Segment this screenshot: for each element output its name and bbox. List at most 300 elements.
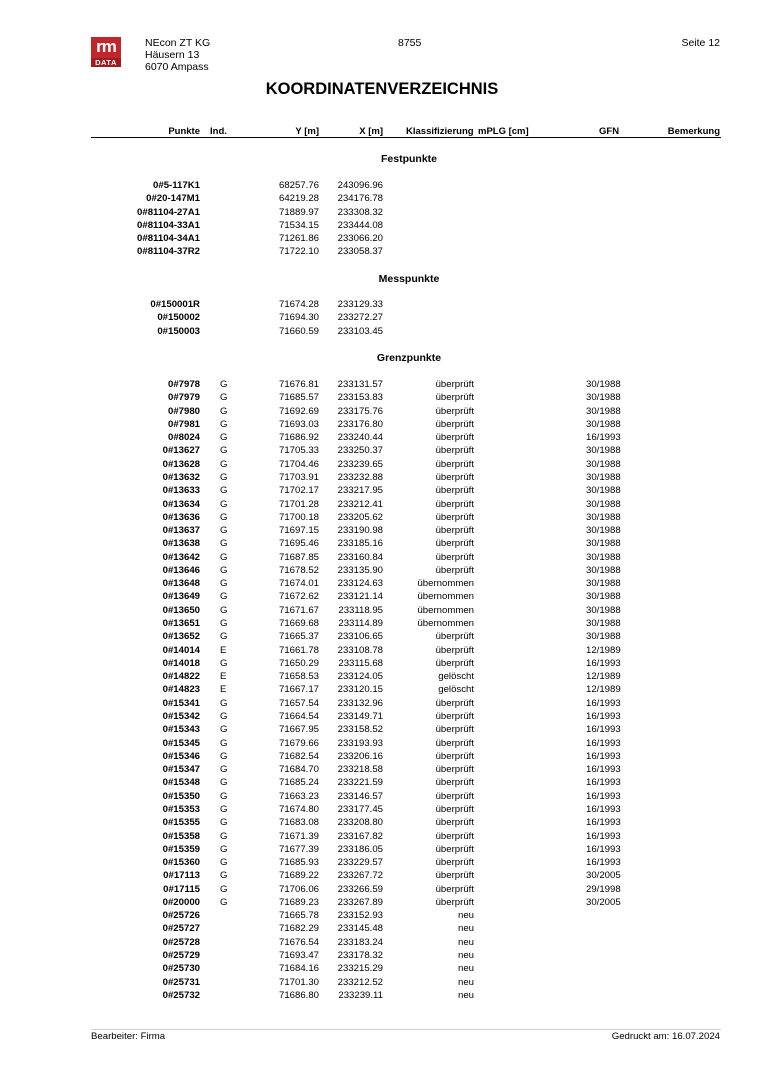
gfn: 16/1993 bbox=[586, 711, 621, 722]
coord-y: 71674.80 bbox=[278, 803, 319, 815]
point-id: 0#15348 bbox=[162, 777, 200, 789]
page-number: Seite 12 bbox=[681, 37, 720, 49]
point-index: G bbox=[220, 843, 228, 855]
coord-y: 71693.03 bbox=[278, 418, 319, 430]
coord-x: 233160.84 bbox=[337, 551, 383, 563]
footer-editor: Bearbeiter: Firma bbox=[91, 1031, 166, 1042]
point-index: G bbox=[220, 551, 228, 563]
point-index: G bbox=[220, 803, 228, 815]
point-index: G bbox=[220, 724, 228, 736]
point-index: G bbox=[220, 604, 228, 616]
coord-y: 71683.08 bbox=[278, 817, 319, 829]
coord-y: 71692.69 bbox=[278, 405, 319, 417]
point-id: 0#20-147M1 bbox=[146, 193, 200, 205]
coord-x: 233205.62 bbox=[337, 511, 383, 523]
coord-x: 233115.68 bbox=[338, 657, 383, 669]
table-row bbox=[0, 458, 764, 471]
table-row bbox=[0, 551, 764, 564]
classification: überprüft bbox=[435, 525, 474, 537]
point-id: 0#15346 bbox=[162, 750, 200, 762]
coord-x: 233185.16 bbox=[337, 538, 383, 550]
gfn: 29/1998 bbox=[586, 883, 621, 895]
point-id: 0#81104-27A1 bbox=[137, 206, 200, 218]
classification: überprüft bbox=[435, 764, 474, 776]
coord-x: 233131.57 bbox=[337, 379, 383, 390]
coord-x: 233108.78 bbox=[337, 644, 383, 656]
table-row bbox=[0, 883, 764, 896]
table-row bbox=[0, 206, 764, 219]
classification: überprüft bbox=[435, 830, 474, 842]
table-row bbox=[0, 524, 764, 537]
coord-x: 233272.27 bbox=[337, 312, 383, 324]
point-id: 0#7978 bbox=[167, 379, 200, 390]
gfn: 16/1993 bbox=[586, 750, 621, 762]
coord-y: 71703.91 bbox=[278, 471, 319, 483]
coord-x: 243096.96 bbox=[337, 180, 383, 191]
classification: überprüft bbox=[435, 418, 474, 430]
point-id: 0#81104-33A1 bbox=[137, 219, 200, 231]
coord-x: 233135.90 bbox=[337, 564, 383, 576]
coord-x: 233215.29 bbox=[337, 963, 383, 975]
point-index: G bbox=[220, 618, 228, 630]
classification: neu bbox=[457, 910, 474, 922]
point-id: 0#13649 bbox=[162, 591, 200, 603]
point-id: 0#15350 bbox=[162, 790, 200, 802]
point-index: G bbox=[220, 445, 228, 457]
coord-y: 71665.78 bbox=[278, 910, 319, 922]
table-row bbox=[0, 710, 764, 723]
table-row bbox=[0, 311, 764, 324]
point-index: G bbox=[220, 392, 228, 404]
gfn: 16/1993 bbox=[586, 803, 621, 815]
column-header-x: X [m] bbox=[359, 126, 383, 137]
gfn: 30/1988 bbox=[586, 445, 621, 457]
coord-y: 71657.54 bbox=[278, 697, 319, 709]
point-id: 0#8024 bbox=[167, 432, 200, 444]
table-row bbox=[0, 325, 764, 338]
classification: neu bbox=[457, 936, 474, 948]
coord-x: 233145.48 bbox=[337, 923, 383, 935]
point-id: 0#25727 bbox=[162, 923, 200, 935]
company-name: NEcon ZT KG bbox=[145, 37, 211, 49]
footer-divider bbox=[91, 1029, 721, 1030]
classification: überprüft bbox=[435, 777, 474, 789]
table-row bbox=[0, 869, 764, 882]
coord-y: 71685.57 bbox=[278, 392, 319, 404]
point-id: 0#14014 bbox=[162, 644, 200, 656]
coord-x: 233208.80 bbox=[337, 817, 383, 829]
coord-x: 233121.14 bbox=[337, 591, 383, 603]
section-title-messpunkte: Messpunkte bbox=[378, 273, 440, 285]
gfn: 30/1988 bbox=[586, 525, 621, 537]
point-id: 0#17113 bbox=[163, 870, 200, 882]
gfn: 16/1993 bbox=[586, 724, 621, 736]
gfn: 16/1993 bbox=[586, 764, 621, 776]
gfn: 16/1993 bbox=[586, 857, 621, 869]
table-row bbox=[0, 776, 764, 789]
coord-y: 71686.92 bbox=[278, 432, 319, 444]
gfn: 30/2005 bbox=[586, 870, 621, 882]
table-row bbox=[0, 484, 764, 497]
coord-x: 233120.15 bbox=[337, 684, 383, 696]
coord-y: 71674.28 bbox=[278, 299, 319, 310]
point-id: 0#13634 bbox=[162, 498, 200, 510]
point-id: 0#25726 bbox=[162, 910, 200, 922]
coord-y: 71685.93 bbox=[278, 857, 319, 869]
point-index: G bbox=[220, 525, 228, 537]
coord-y: 71689.23 bbox=[278, 896, 319, 908]
gfn: 16/1993 bbox=[586, 843, 621, 855]
classification: neu bbox=[457, 989, 474, 1001]
classification: überprüft bbox=[435, 870, 474, 882]
gfn: 16/1993 bbox=[586, 817, 621, 829]
classification: überprüft bbox=[435, 857, 474, 869]
gfn: 30/1988 bbox=[586, 379, 621, 390]
column-header-klassifizierung: Klassifizierung bbox=[406, 126, 474, 137]
gfn: 30/1988 bbox=[586, 471, 621, 483]
table-row bbox=[0, 949, 764, 962]
coord-x: 233444.08 bbox=[337, 219, 383, 231]
point-index: E bbox=[220, 671, 227, 683]
company-city: 6070 Ampass bbox=[145, 61, 209, 73]
coord-y: 71663.23 bbox=[278, 790, 319, 802]
coord-x: 233152.93 bbox=[337, 910, 383, 922]
coord-y: 71676.54 bbox=[278, 936, 319, 948]
coord-y: 71695.46 bbox=[278, 538, 319, 550]
coord-y: 71694.30 bbox=[278, 312, 319, 324]
coord-x: 233153.83 bbox=[337, 392, 383, 404]
coord-y: 71676.81 bbox=[278, 379, 319, 390]
coord-x: 233114.89 bbox=[338, 618, 383, 630]
point-id: 0#25730 bbox=[162, 963, 200, 975]
classification: gelöscht bbox=[438, 684, 474, 696]
point-index: G bbox=[220, 511, 228, 523]
point-id: 0#25731 bbox=[162, 976, 200, 988]
classification: überprüft bbox=[435, 405, 474, 417]
gfn: 30/1988 bbox=[586, 511, 621, 523]
coord-x: 233212.41 bbox=[337, 498, 383, 510]
classification: überprüft bbox=[435, 379, 474, 390]
point-index: G bbox=[220, 870, 228, 882]
coord-y: 71705.33 bbox=[278, 445, 319, 457]
coord-y: 71534.15 bbox=[278, 219, 319, 231]
gfn: 16/1993 bbox=[586, 432, 621, 444]
classification: überprüft bbox=[435, 657, 474, 669]
coord-y: 71671.67 bbox=[278, 604, 319, 616]
table-row bbox=[0, 537, 764, 550]
coord-x: 233267.89 bbox=[337, 896, 383, 908]
classification: überprüft bbox=[435, 750, 474, 762]
classification: überprüft bbox=[435, 445, 474, 457]
point-id: 0#14822 bbox=[162, 671, 200, 683]
point-index: G bbox=[220, 883, 228, 895]
section-title-grenzpunkte: Grenzpunkte bbox=[376, 352, 442, 364]
coord-x: 233183.24 bbox=[337, 936, 383, 948]
point-id: 0#25728 bbox=[162, 936, 200, 948]
coord-y: 71704.46 bbox=[278, 458, 319, 470]
coord-x: 233149.71 bbox=[337, 711, 383, 722]
point-id: 0#150002 bbox=[157, 312, 200, 324]
coord-x: 233132.96 bbox=[337, 697, 383, 709]
coord-x: 233217.95 bbox=[337, 485, 383, 497]
classification: neu bbox=[457, 963, 474, 975]
table-row bbox=[0, 644, 764, 657]
point-index: G bbox=[220, 564, 228, 576]
point-id: 0#15345 bbox=[162, 737, 200, 749]
table-row bbox=[0, 922, 764, 935]
point-index: G bbox=[220, 896, 228, 908]
coord-y: 71701.30 bbox=[278, 976, 319, 988]
point-id: 0#81104-37R2 bbox=[137, 246, 200, 258]
coord-x: 233066.20 bbox=[337, 233, 383, 245]
classification: überprüft bbox=[435, 458, 474, 470]
classification: überprüft bbox=[435, 564, 474, 576]
coord-y: 71706.06 bbox=[278, 883, 319, 895]
coord-x: 234176.78 bbox=[337, 193, 383, 205]
point-index: G bbox=[220, 764, 228, 776]
gfn: 16/1993 bbox=[586, 657, 621, 669]
column-header-mplg: mPLG [cm] bbox=[478, 126, 529, 137]
gfn: 30/1988 bbox=[586, 604, 621, 616]
coord-y: 71701.28 bbox=[278, 498, 319, 510]
coord-y: 71682.29 bbox=[278, 923, 319, 935]
point-index: G bbox=[220, 790, 228, 802]
point-index: G bbox=[220, 857, 228, 869]
point-index: G bbox=[220, 485, 228, 497]
point-id: 0#150001R bbox=[150, 299, 200, 310]
point-index: G bbox=[220, 591, 228, 603]
coord-y: 71689.22 bbox=[278, 870, 319, 882]
point-id: 0#15353 bbox=[162, 803, 200, 815]
gfn: 30/1988 bbox=[586, 618, 621, 630]
coord-y: 71671.39 bbox=[278, 830, 319, 842]
point-id: 0#7979 bbox=[167, 392, 200, 404]
point-id: 0#81104-34A1 bbox=[137, 233, 200, 245]
point-id: 0#13651 bbox=[162, 618, 200, 630]
table-row bbox=[0, 670, 764, 683]
classification: überprüft bbox=[435, 724, 474, 736]
logo-text-top: rm bbox=[96, 37, 116, 56]
table-row bbox=[0, 750, 764, 763]
coord-x: 233229.57 bbox=[337, 857, 383, 869]
coord-y: 71722.10 bbox=[278, 246, 319, 258]
classification: überprüft bbox=[435, 697, 474, 709]
point-index: G bbox=[220, 578, 228, 590]
gfn: 12/1989 bbox=[586, 671, 621, 683]
point-id: 0#15341 bbox=[162, 697, 200, 709]
coord-x: 233218.58 bbox=[337, 764, 383, 776]
coord-x: 233129.33 bbox=[337, 299, 383, 310]
classification: überprüft bbox=[435, 485, 474, 497]
point-id: 0#13646 bbox=[162, 564, 200, 576]
classification: überprüft bbox=[435, 843, 474, 855]
table-row bbox=[0, 763, 764, 776]
point-id: 0#15355 bbox=[162, 817, 200, 829]
coord-y: 71650.29 bbox=[278, 657, 319, 669]
point-id: 0#13636 bbox=[162, 511, 200, 523]
classification: überprüft bbox=[435, 644, 474, 656]
coord-y: 71685.24 bbox=[278, 777, 319, 789]
coord-y: 71687.85 bbox=[278, 551, 319, 563]
classification: überprüft bbox=[435, 392, 474, 404]
company-logo bbox=[91, 37, 121, 67]
point-id: 0#13638 bbox=[162, 538, 200, 550]
gfn: 30/1988 bbox=[586, 418, 621, 430]
table-row bbox=[0, 590, 764, 603]
coord-x: 233232.88 bbox=[337, 471, 383, 483]
classification: überprüft bbox=[435, 737, 474, 749]
point-id: 0#15359 bbox=[162, 843, 200, 855]
table-row bbox=[0, 498, 764, 511]
coord-x: 233176.80 bbox=[337, 418, 383, 430]
classification: überprüft bbox=[435, 790, 474, 802]
coord-x: 233186.05 bbox=[337, 843, 383, 855]
document-number: 8755 bbox=[398, 37, 422, 49]
coord-y: 71661.78 bbox=[278, 644, 319, 656]
table-row bbox=[0, 896, 764, 909]
classification: überprüft bbox=[435, 817, 474, 829]
table-row bbox=[0, 604, 764, 617]
company-address bbox=[145, 37, 210, 73]
classification: überprüft bbox=[435, 511, 474, 523]
point-id: 0#17115 bbox=[163, 883, 200, 895]
table-row bbox=[0, 989, 764, 1002]
table-row bbox=[0, 843, 764, 856]
coord-x: 233193.93 bbox=[337, 737, 383, 749]
column-header-y: Y [m] bbox=[295, 126, 319, 137]
table-row bbox=[0, 617, 764, 630]
coord-y: 71697.15 bbox=[278, 525, 319, 537]
point-index: E bbox=[220, 684, 227, 696]
gfn: 30/1988 bbox=[586, 631, 621, 643]
table-row bbox=[0, 298, 764, 311]
coord-y: 71261.86 bbox=[278, 233, 319, 245]
gfn: 30/2005 bbox=[586, 896, 621, 908]
classification: gelöscht bbox=[438, 671, 474, 683]
coord-y: 71686.80 bbox=[278, 989, 319, 1001]
table-row bbox=[0, 723, 764, 736]
classification: überprüft bbox=[435, 631, 474, 643]
gfn: 30/1988 bbox=[586, 551, 621, 563]
coord-x: 233239.65 bbox=[337, 458, 383, 470]
point-index: G bbox=[220, 631, 228, 643]
point-id: 0#5-117K1 bbox=[153, 180, 200, 191]
gfn: 30/1988 bbox=[586, 591, 621, 603]
classification: überprüft bbox=[435, 538, 474, 550]
gfn: 12/1989 bbox=[586, 644, 621, 656]
table-row bbox=[0, 976, 764, 989]
coord-x: 233124.05 bbox=[337, 671, 383, 683]
coord-x: 233308.32 bbox=[337, 206, 383, 218]
coord-x: 233221.59 bbox=[337, 777, 383, 789]
table-row bbox=[0, 192, 764, 205]
coord-y: 71677.39 bbox=[278, 843, 319, 855]
column-header-ind: Ind. bbox=[210, 126, 227, 137]
coord-x: 233175.76 bbox=[337, 405, 383, 417]
coord-x: 233158.52 bbox=[337, 724, 383, 736]
table-row bbox=[0, 630, 764, 643]
coord-y: 71664.54 bbox=[278, 711, 319, 722]
coord-x: 233103.45 bbox=[337, 325, 383, 337]
point-index: G bbox=[220, 737, 228, 749]
table-row bbox=[0, 909, 764, 922]
point-index: G bbox=[220, 418, 228, 430]
coord-y: 71658.53 bbox=[278, 671, 319, 683]
classification: überprüft bbox=[435, 711, 474, 722]
table-row bbox=[0, 418, 764, 431]
coord-x: 233250.37 bbox=[337, 445, 383, 457]
point-id: 0#14823 bbox=[162, 684, 200, 696]
coord-y: 71682.54 bbox=[278, 750, 319, 762]
coord-y: 71667.17 bbox=[278, 684, 319, 696]
point-index: G bbox=[220, 458, 228, 470]
coord-y: 71693.47 bbox=[278, 950, 319, 962]
point-id: 0#150003 bbox=[157, 325, 200, 337]
coord-x: 233267.72 bbox=[337, 870, 383, 882]
gfn: 30/1988 bbox=[586, 485, 621, 497]
table-row bbox=[0, 856, 764, 869]
coord-x: 233124.63 bbox=[337, 578, 383, 590]
classification: überprüft bbox=[435, 896, 474, 908]
table-row bbox=[0, 391, 764, 404]
table-row bbox=[0, 816, 764, 829]
coord-y: 71672.62 bbox=[278, 591, 319, 603]
point-index: G bbox=[220, 711, 228, 722]
classification: übernommen bbox=[417, 618, 474, 630]
gfn: 16/1993 bbox=[586, 697, 621, 709]
coord-y: 71660.59 bbox=[278, 325, 319, 337]
point-id: 0#13628 bbox=[162, 458, 200, 470]
point-index: G bbox=[220, 405, 228, 417]
coord-y: 71889.97 bbox=[278, 206, 319, 218]
section-title-festpunkte: Festpunkte bbox=[380, 153, 437, 165]
gfn: 30/1988 bbox=[586, 538, 621, 550]
point-id: 0#13650 bbox=[162, 604, 200, 616]
classification: überprüft bbox=[435, 432, 474, 444]
coord-y: 68257.76 bbox=[278, 180, 319, 191]
gfn: 30/1988 bbox=[586, 564, 621, 576]
table-row bbox=[0, 245, 764, 258]
classification: übernommen bbox=[417, 578, 474, 590]
classification: übernommen bbox=[417, 591, 474, 603]
classification: übernommen bbox=[417, 604, 474, 616]
gfn: 16/1993 bbox=[586, 777, 621, 789]
coord-y: 71684.70 bbox=[278, 764, 319, 776]
logo-text-bottom: DATA bbox=[91, 58, 121, 67]
point-id: 0#15358 bbox=[162, 830, 200, 842]
point-index: G bbox=[220, 697, 228, 709]
coord-x: 233106.65 bbox=[337, 631, 383, 643]
table-row bbox=[0, 577, 764, 590]
classification: überprüft bbox=[435, 803, 474, 815]
table-row bbox=[0, 962, 764, 975]
classification: neu bbox=[457, 976, 474, 988]
classification: überprüft bbox=[435, 471, 474, 483]
point-index: G bbox=[220, 750, 228, 762]
table-row bbox=[0, 511, 764, 524]
table-row bbox=[0, 378, 764, 391]
coord-x: 233206.16 bbox=[337, 750, 383, 762]
coord-x: 233212.52 bbox=[337, 976, 383, 988]
gfn: 30/1988 bbox=[586, 405, 621, 417]
classification: neu bbox=[457, 950, 474, 962]
table-row bbox=[0, 405, 764, 418]
point-id: 0#15343 bbox=[162, 724, 200, 736]
footer-print-date: Gedruckt am: 16.07.2024 bbox=[611, 1031, 720, 1042]
table-row bbox=[0, 431, 764, 444]
point-index: G bbox=[220, 830, 228, 842]
point-id: 0#14018 bbox=[162, 657, 200, 669]
